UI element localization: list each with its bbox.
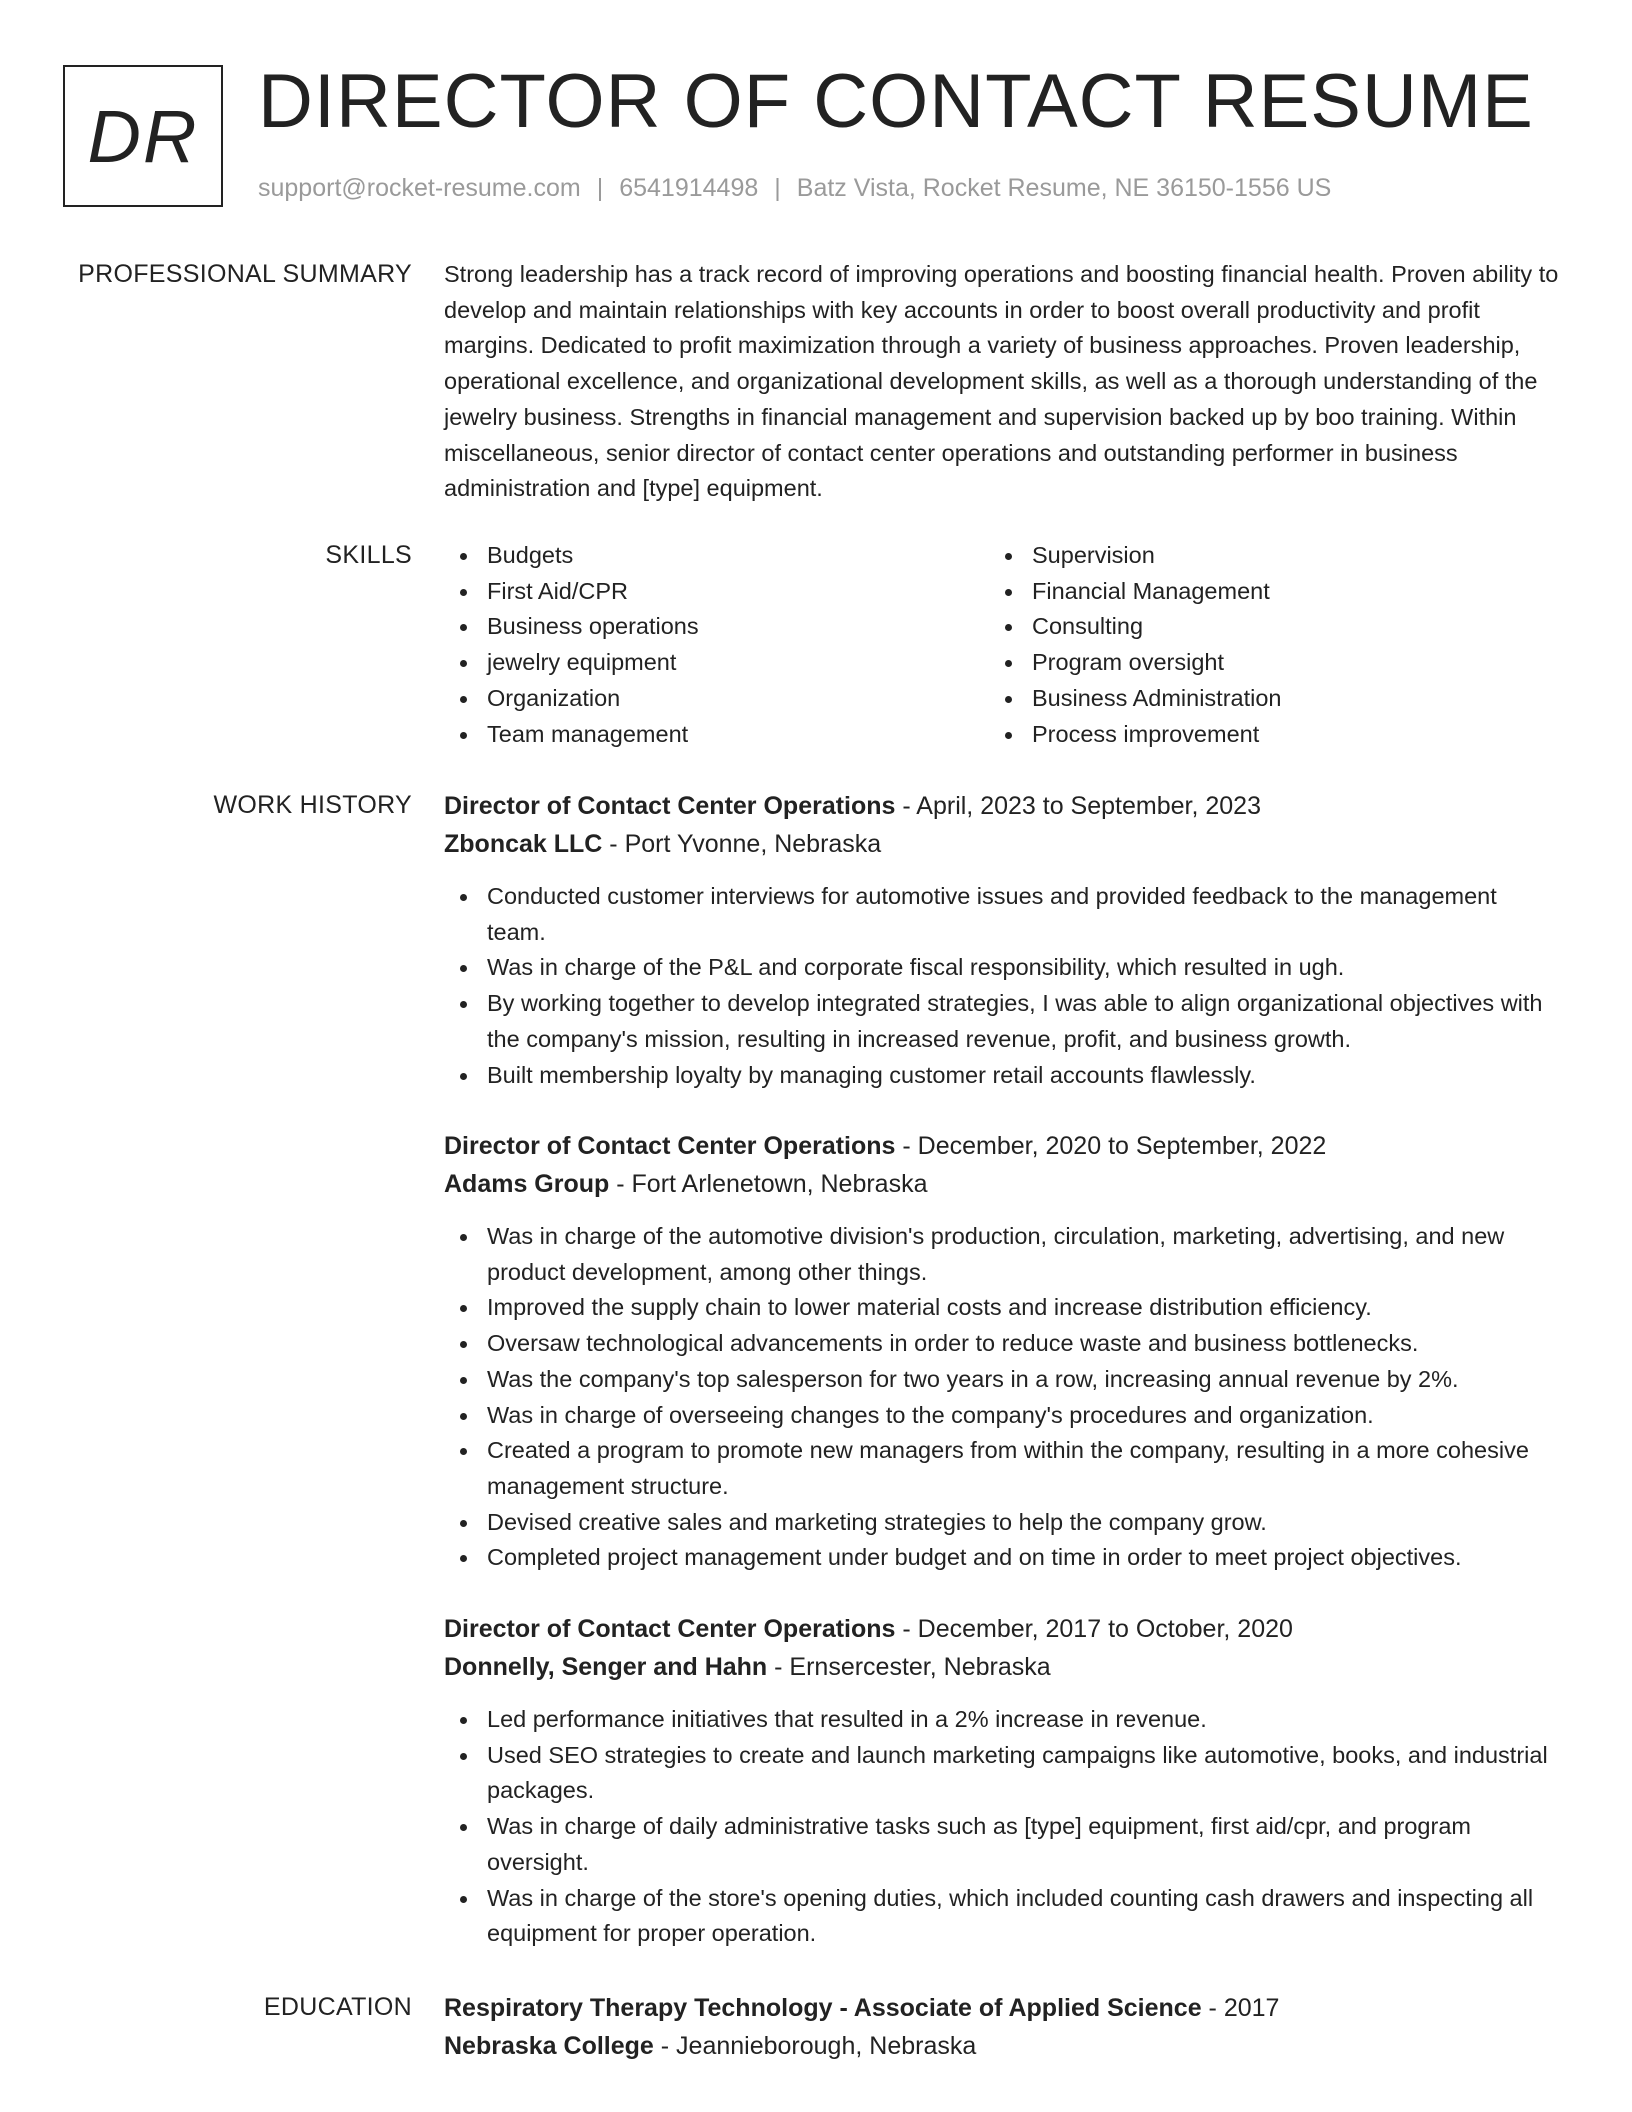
job-entry bbox=[444, 1610, 1559, 1952]
dash: - bbox=[895, 792, 917, 820]
list-item: Team management bbox=[444, 717, 989, 753]
skills-grid bbox=[444, 538, 1559, 752]
job-dates: December, 2020 to September, 2022 bbox=[917, 1132, 1327, 1160]
contact-email: support@rocket-resume.com bbox=[258, 174, 581, 202]
dash: - bbox=[609, 1170, 632, 1198]
skills-list-right bbox=[989, 538, 1534, 752]
list-item: Supervision bbox=[989, 538, 1534, 574]
job-entry bbox=[444, 1127, 1559, 1576]
list-item: Process improvement bbox=[989, 717, 1534, 753]
summary-body bbox=[444, 257, 1559, 507]
job-company-line bbox=[444, 1165, 1559, 1203]
job-role: Director of Contact Center Operations bbox=[444, 1132, 896, 1160]
dash: - bbox=[895, 1615, 918, 1643]
list-item: Built membership loyalty by managing customer retail accounts flawlessly. bbox=[444, 1058, 1559, 1094]
job-title-line bbox=[444, 1127, 1559, 1165]
list-item: Business Administration bbox=[989, 681, 1534, 717]
list-item: jewelry equipment bbox=[444, 645, 989, 681]
job-title-line bbox=[444, 1610, 1559, 1648]
job-company: Donnelly, Senger and Hahn bbox=[444, 1653, 768, 1681]
contact-separator: | bbox=[596, 174, 604, 202]
dash: - bbox=[653, 2032, 677, 2060]
contact-separator: | bbox=[774, 174, 781, 202]
job-entry bbox=[444, 787, 1559, 1093]
list-item: Oversaw technological advancements in order to reduce waste and business bottlenecks. bbox=[444, 1326, 1559, 1362]
job-bullets bbox=[444, 879, 1559, 1093]
list-item: Conducted customer interviews for automotive issues and provided feedback to the management team. bbox=[444, 879, 1559, 950]
education-school: Nebraska College bbox=[444, 2032, 654, 2060]
education-heading: EDUCATION bbox=[263, 1993, 412, 2021]
dash: - bbox=[602, 830, 625, 858]
contact-line bbox=[258, 174, 1331, 203]
job-company-line bbox=[444, 825, 1559, 863]
list-item: Organization bbox=[444, 681, 989, 717]
job-company: Zboncak LLC bbox=[444, 830, 603, 858]
job-dates: December, 2017 to October, 2020 bbox=[917, 1615, 1293, 1643]
education-year: 2017 bbox=[1223, 1994, 1280, 2022]
list-item: Business operations bbox=[444, 609, 989, 645]
list-item: Completed project management under budget and on time in order to meet project objectives. bbox=[444, 1540, 1559, 1576]
list-item: Program oversight bbox=[989, 645, 1534, 681]
list-item: By working together to develop integrated strategies, I was able to align organizational objectives with the company's mission, resulting in increased revenue, profit, and business growth. bbox=[444, 986, 1559, 1057]
contact-phone: 6541914498 bbox=[619, 174, 759, 202]
job-title-line bbox=[444, 787, 1559, 825]
list-item: First Aid/CPR bbox=[444, 574, 989, 610]
job-location: Ernsercester, Nebraska bbox=[789, 1653, 1051, 1681]
skills-body bbox=[444, 538, 1559, 752]
education-degree: Respiratory Therapy Technology - Associate of Applied Science bbox=[444, 1994, 1202, 2022]
skills-list-left bbox=[444, 538, 989, 752]
job-role: Director of Contact Center Operations bbox=[444, 792, 896, 820]
list-item: Was in charge of the automotive division's production, circulation, marketing, advertising, and new product development, among other things. bbox=[444, 1219, 1559, 1290]
list-item: Improved the supply chain to lower material costs and increase distribution efficiency. bbox=[444, 1290, 1559, 1326]
job-location: Fort Arlenetown, Nebraska bbox=[631, 1170, 928, 1198]
job-bullets bbox=[444, 1702, 1559, 1952]
list-item: Budgets bbox=[444, 538, 989, 574]
education-school-line bbox=[444, 2027, 1559, 2065]
summary-heading: PROFESSIONAL SUMMARY bbox=[78, 260, 412, 288]
job-location: Port Yvonne, Nebraska bbox=[624, 830, 882, 858]
education-location: Jeannieborough, Nebraska bbox=[676, 2032, 977, 2060]
list-item: Devised creative sales and marketing strategies to help the company grow. bbox=[444, 1505, 1559, 1541]
list-item: Was in charge of the P&L and corporate fiscal responsibility, which resulted in ugh. bbox=[444, 950, 1559, 986]
job-company: Adams Group bbox=[444, 1170, 610, 1198]
list-item: Was in charge of the store's opening duties, which included counting cash drawers and inspecting all equipment for proper operation. bbox=[444, 1881, 1559, 1952]
dash: - bbox=[1201, 1994, 1224, 2022]
list-item: Led performance initiatives that resulted in a 2% increase in revenue. bbox=[444, 1702, 1559, 1738]
work-heading: WORK HISTORY bbox=[213, 791, 412, 819]
education-body bbox=[444, 1989, 1559, 2065]
list-item: Used SEO strategies to create and launch marketing campaigns like automotive, books, and industrial packages. bbox=[444, 1738, 1559, 1809]
skills-heading: SKILLS bbox=[325, 541, 412, 569]
summary-text: Strong leadership has a track record of improving operations and boosting financial health. Proven ability to develop and maintain relationships with key accounts in order to boost overall productivity and profit margins. Dedicated to profit maximization through a variety of business approaches. Proven leadership, operational excellence, and organizational development skills, as well as a thorough understanding of the jewelry business. Strengths in financial management and supervision backed up by boo training. Within miscellaneous, senior director of contact center operations and outstanding performer in business administration and [type] equipment. bbox=[444, 261, 1559, 502]
resume-title: DIRECTOR OF CONTACT RESUME bbox=[258, 59, 1534, 144]
list-item: Financial Management bbox=[989, 574, 1534, 610]
job-bullets bbox=[444, 1219, 1559, 1576]
list-item: Created a program to promote new managers from within the company, resulting in a more cohesive management structure. bbox=[444, 1433, 1559, 1504]
list-item: Was in charge of overseeing changes to the company's procedures and organization. bbox=[444, 1398, 1559, 1434]
dash: - bbox=[767, 1653, 790, 1681]
list-item: Consulting bbox=[989, 609, 1534, 645]
job-role: Director of Contact Center Operations bbox=[444, 1615, 896, 1643]
list-item: Was in charge of daily administrative tasks such as [type] equipment, first aid/cpr, and program oversight. bbox=[444, 1809, 1559, 1880]
education-degree-line bbox=[444, 1989, 1559, 2027]
contact-address: Batz Vista, Rocket Resume, NE 36150-1556 US bbox=[796, 174, 1332, 202]
job-company-line bbox=[444, 1648, 1559, 1686]
dash: - bbox=[895, 1132, 918, 1160]
monogram-initials: DR bbox=[63, 65, 223, 207]
list-item: Was the company's top salesperson for two years in a row, increasing annual revenue by 2%. bbox=[444, 1362, 1559, 1398]
job-dates: April, 2023 to September, 2023 bbox=[916, 792, 1261, 820]
